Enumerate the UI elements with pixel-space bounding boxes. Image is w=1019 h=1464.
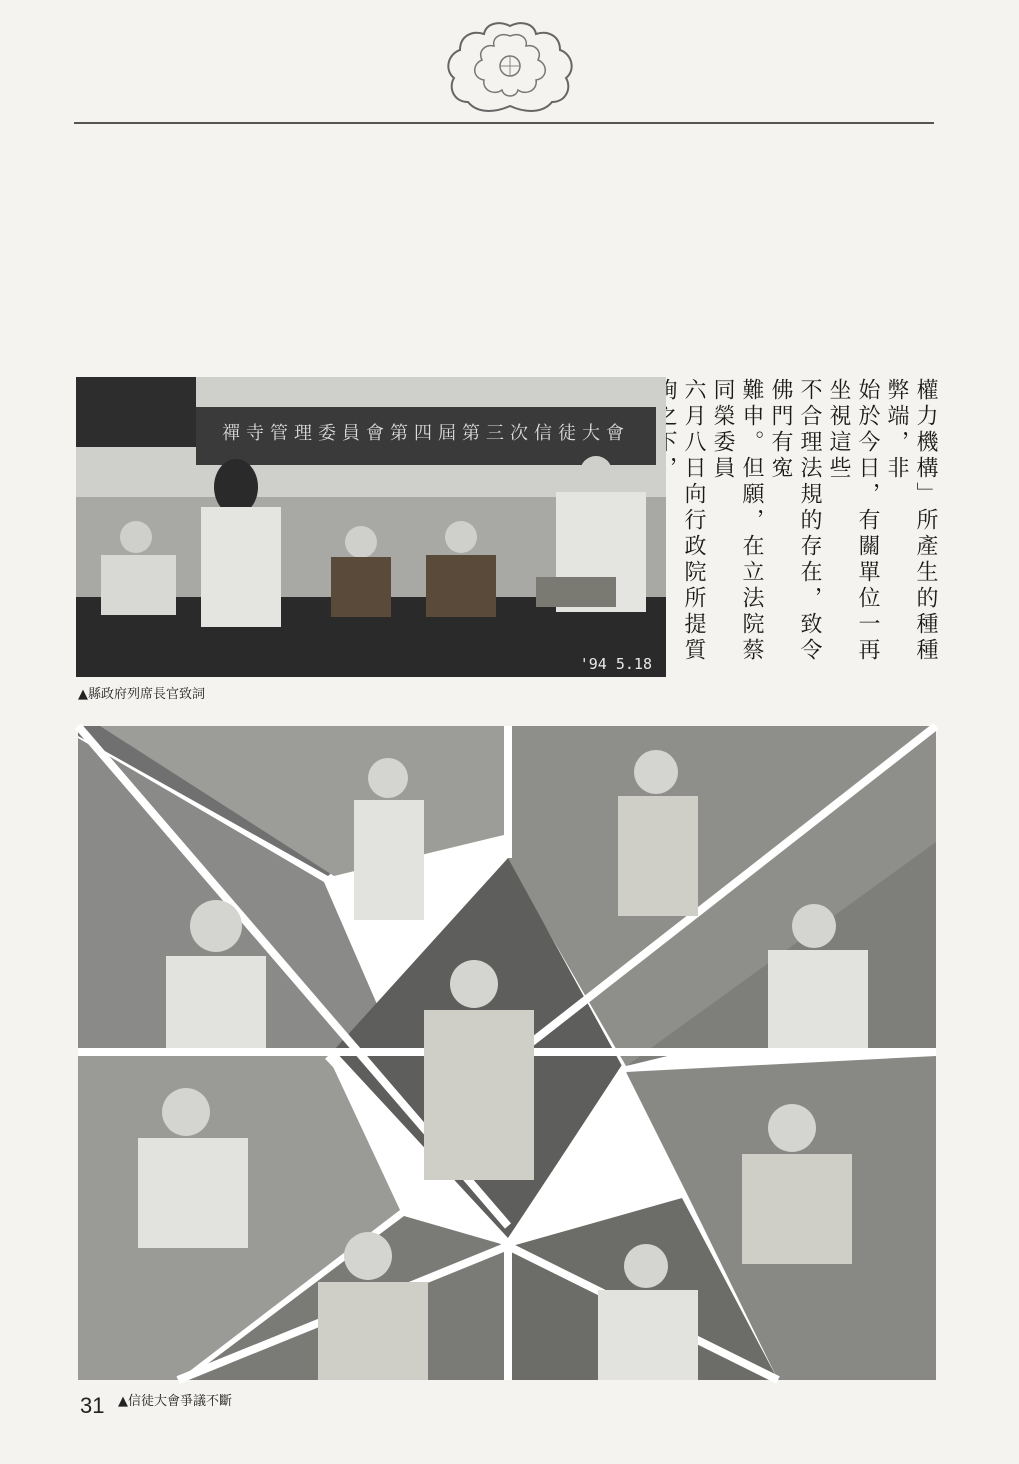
caption-bottom: ▲信徒大會爭議不斷 xyxy=(118,1394,232,1409)
article-line: 難申。但願，在立法院蔡同榮委員 xyxy=(710,378,764,664)
lotus-ornament-icon xyxy=(438,18,582,118)
photo-date-stamp: '94 5.18 xyxy=(579,655,652,673)
article-line: 始於今日，有關單位一再坐視這些 xyxy=(826,378,880,664)
header-rule xyxy=(74,122,934,124)
article-line: 不合理法規的存在，致令佛門有寃 xyxy=(768,378,822,664)
photo-head-table xyxy=(76,377,666,677)
article-line: 六月八日向行政院所提質 xyxy=(681,378,706,664)
page-number: 31 xyxy=(80,1393,105,1418)
photo-collage xyxy=(78,726,936,1380)
caption-top: ▲縣政府列席長官致詞 xyxy=(78,687,205,702)
article-line: 權力機構」所產生的種種弊端，非 xyxy=(884,378,938,664)
article-text xyxy=(678,378,940,688)
meeting-banner: 禪寺管理委員會第四屆第三次信徒大會 xyxy=(222,423,630,444)
